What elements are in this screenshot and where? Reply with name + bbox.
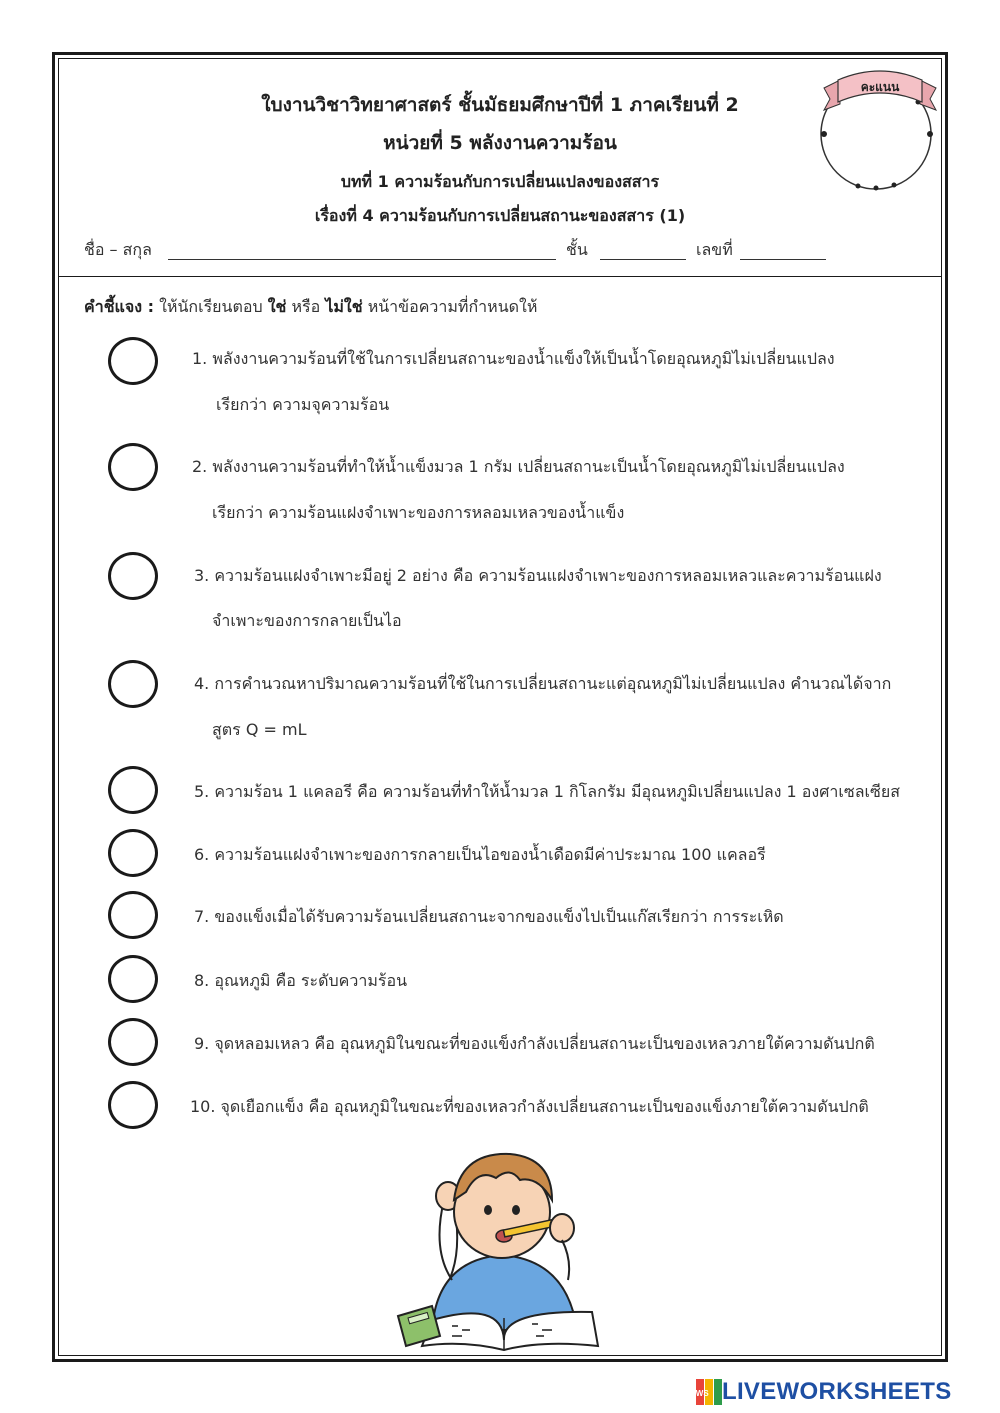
answer-circle-6[interactable] (108, 829, 158, 877)
name-field[interactable] (168, 259, 556, 260)
answer-circle-2[interactable] (108, 443, 158, 491)
instructions-text-after: หน้าข้อความที่กำหนดให้ (367, 297, 538, 316)
question-5-line1: 5. ความร้อน 1 แคลอรี คือ ความร้อนที่ทำให้น้ำมวล 1 กิโลกรัม มีอุณหภูมิเปลี่ยนแปลง 1 องศาเซลเซียส (194, 782, 900, 801)
instructions-yes: ใช่ (267, 297, 287, 316)
thinking-student-illustration (392, 1140, 612, 1350)
answer-circle-3[interactable] (108, 552, 158, 600)
class-field[interactable] (600, 259, 686, 260)
question-2-line1: 2. พลังงานความร้อนที่ทำให้น้ำแข็งมวล 1 กรัม เปลี่ยนสถานะเป็นน้ำโดยอุณหภูมิไม่เปลี่ยนแปลง (192, 457, 845, 476)
instructions-label: คำชี้แจง : (84, 297, 155, 316)
question-3-line2: จำเพาะของการกลายเป็นไอ (212, 611, 402, 630)
answer-circle-4[interactable] (108, 660, 158, 708)
logo-letters: LWS (691, 1389, 709, 1398)
liveworksheets-logo-icon (691, 1379, 722, 1405)
answer-circle-7[interactable] (108, 891, 158, 939)
question-8-line1: 8. อุณหภูมิ คือ ระดับความร้อน (194, 971, 408, 990)
worksheet-title: ใบงานวิชาวิทยาศาสตร์ ชั้นมัธยมศึกษาปีที่ 1 ภาคเรียนที่ 2 (261, 94, 739, 116)
answer-circle-8[interactable] (108, 955, 158, 1003)
liveworksheets-watermark (691, 1378, 952, 1406)
score-label: คะแนน (860, 80, 900, 94)
answer-circle-9[interactable] (108, 1018, 158, 1066)
number-field[interactable] (740, 259, 826, 260)
name-label: ชื่อ – สกุล (84, 240, 152, 259)
number-label: เลขที่ (696, 240, 733, 259)
answer-circle-5[interactable] (108, 766, 158, 814)
question-1-line2: เรียกว่า ความจุความร้อน (216, 395, 390, 414)
liveworksheets-text: LIVEWORKSHEETS (722, 1378, 952, 1405)
header-divider (58, 276, 942, 277)
class-label: ชั้น (566, 240, 588, 259)
instructions (84, 295, 537, 320)
question-3-line1: 3. ความร้อนแฝงจำเพาะมีอยู่ 2 อย่าง คือ ความร้อนแฝงจำเพาะของการหลอมเหลวและความร้อนแฝง (194, 566, 882, 585)
question-2-line2: เรียกว่า ความร้อนแฝงจำเพาะของการหลอมเหลวของน้ำแข็ง (212, 503, 625, 522)
question-6-line1: 6. ความร้อนแฝงจำเพาะของการกลายเป็นไอของน้ำเดือดมีค่าประมาณ 100 แคลอรี (194, 845, 766, 864)
answer-circle-10[interactable] (108, 1081, 158, 1129)
unit-title: หน่วยที่ 5 พลังงานความร้อน (383, 132, 617, 154)
question-4-line2: สูตร Q = mL (212, 720, 307, 739)
question-7-line1: 7. ของแข็งเมื่อได้รับความร้อนเปลี่ยนสถานะจากของแข็งไปเป็นแก๊สเรียกว่า การระเหิด (194, 907, 784, 926)
answer-circle-1[interactable] (108, 337, 158, 385)
instructions-text-before: ให้นักเรียนตอบ (159, 297, 263, 316)
question-10-line1: 10. จุดเยือกแข็ง คือ อุณหภูมิในขณะที่ของเหลวกำลังเปลี่ยนสถานะเป็นของแข็งภายใต้ความดันปกติ (190, 1097, 869, 1116)
chapter-title: บทที่ 1 ความร้อนกับการเปลี่ยนแปลงของสสาร (340, 172, 660, 191)
instructions-no: ไม่ใช่ (325, 297, 363, 316)
question-9-line1: 9. จุดหลอมเหลว คือ อุณหภูมิในขณะที่ของแข็งกำลังเปลี่ยนสถานะเป็นของเหลวภายใต้ความดันปกติ (194, 1034, 875, 1053)
topic-title: เรื่องที่ 4 ความร้อนกับการเปลี่ยนสถานะของสสาร (1) (314, 206, 686, 225)
question-4-line1: 4. การคำนวณหาปริมาณความร้อนที่ใช้ในการเปลี่ยนสถานะแต่อุณหภูมิไม่เปลี่ยนแปลง คำนวณได้จาก (194, 674, 892, 693)
score-badge (818, 64, 942, 194)
question-1-line1: 1. พลังงานความร้อนที่ใช้ในการเปลี่ยนสถานะของน้ำแข็งให้เป็นน้ำโดยอุณหภูมิไม่เปลี่ยนแปลง (192, 349, 835, 368)
instructions-or: หรือ (291, 297, 321, 316)
